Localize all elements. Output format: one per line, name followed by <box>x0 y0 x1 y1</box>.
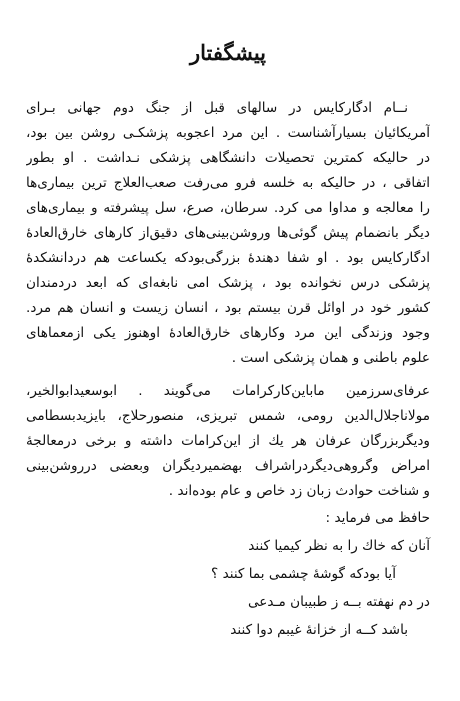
paragraph-gap <box>26 371 430 379</box>
text-line: وجود وزندگی این مرد وکارهای خارق‌العادهٔ اوهنوز یکی ازمعماهای <box>26 325 430 341</box>
text-line: کشور خود در اوائل قرن بیستم بود ، انسان زیست و انسان هم مرد. <box>26 300 430 316</box>
text-line: را معالجه و مداوا می کرد. سرطان، صرع، سل پیشرفته و بیماری‌های <box>26 200 430 216</box>
text-line: و شناخت حوادث زبان زد خاص و عام بوده‌اند . <box>168 483 430 499</box>
text-line: علوم باطنی و همان پزشکی است . <box>231 350 430 366</box>
poem-verse: باشد کــه از خزانهٔ غیبم دوا کنند <box>230 622 408 638</box>
text-line: ودیگربزرگان عرفان هر یك از این‌کرامات داشته و برخی درمعالجهٔ <box>26 433 430 449</box>
text-line: در حالیکه کمترین تحصیلات دانشگاهی پزشکی نـداشت . او بطور <box>26 150 430 166</box>
paragraph-2 <box>26 379 430 504</box>
poem-verse: در دم نهفته بــه ز طبیبان مـدعی <box>247 594 430 610</box>
text-line: اتفاقی ، در حالیکه به خلسه فرو می‌رفت صعب‌العلاج ترین بیماری‌ها <box>26 175 430 191</box>
poem-verse: آنان که خاك را به نظر کیمیا کنند <box>248 538 430 554</box>
text-line: پزشکی درس نخوانده بود ، پزشک امی نابغه‌ای که ابعد دردمندان <box>26 275 430 291</box>
page-title: پیشگفتار <box>189 40 266 65</box>
text-line: ادگارکایس بود . او شفا دهندهٔ بزرگی‌بودکه یکساعت هم دردانشکدهٔ <box>26 250 430 266</box>
text-line: نــام ادگارکایس در سالهای قبل از جنگ دوم جهانی بـرای <box>26 100 408 116</box>
text-line: مولاناجلال‌الدین رومی، شمس تبریزی، منصورحلاج، بایزیدبسطامی <box>26 408 430 424</box>
poem-verse: آیا بودکه گوشهٔ چشمی بما کنند ؟ <box>211 566 396 582</box>
paragraph-1 <box>26 96 430 371</box>
poem-intro: حافظ می فرماید : <box>325 510 430 526</box>
text-line: آمریکائیان بسیارآشناست . این مرد اعجوبه پزشکـی روشن بین بود، <box>26 125 430 141</box>
text-line: امراض وگروهی‌دیگردراشراف بهضمیردیگران وبعضی درروشن‌بینی <box>26 458 430 474</box>
text-line: دیگر بانضمام پیش گوئی‌ها وروشن‌بینی‌های دقیق‌از کارهای خارق‌العادهٔ <box>26 225 430 241</box>
poem <box>26 504 430 644</box>
text-line: عرفای‌سرزمین ماباین‌کارکرامات می‌گویند . ابوسعیدابوالخیر، <box>26 383 430 399</box>
